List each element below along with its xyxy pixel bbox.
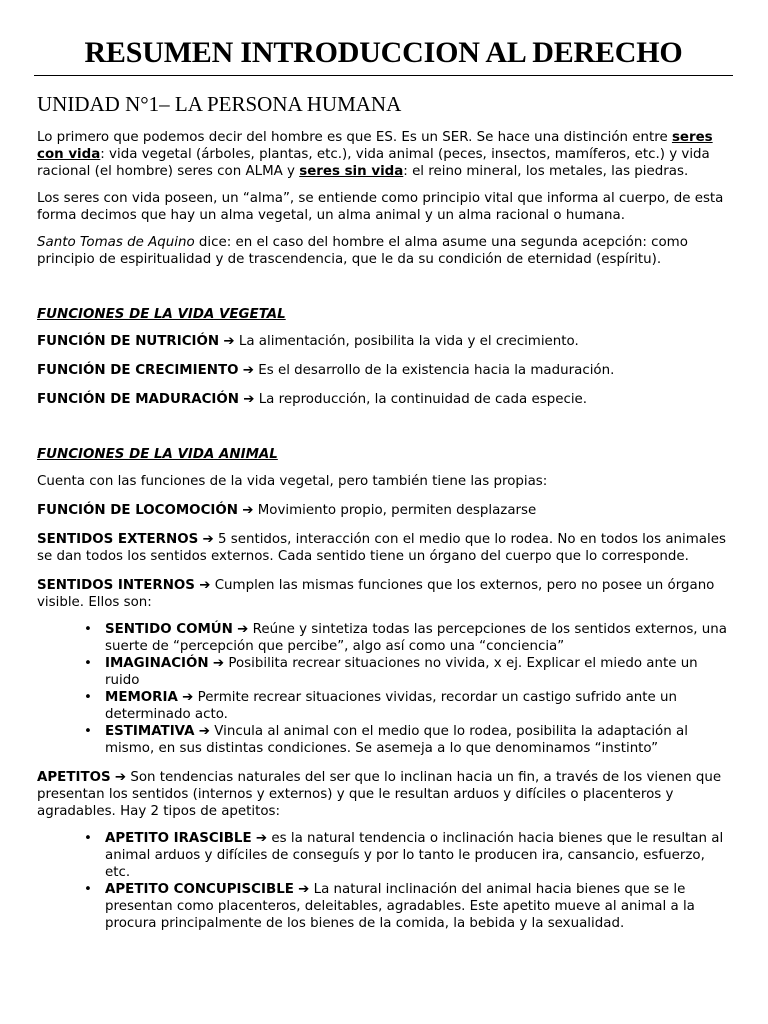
author-name: Santo Tomas de Aquino [37, 235, 195, 250]
term: APETITOS [37, 770, 111, 785]
sentidos-internos-item [37, 577, 730, 611]
text-run: : el reino mineral, los metales, las piedras. [403, 164, 689, 179]
seres-sin-vida-term: seres sin vida [299, 164, 404, 179]
bullet-icon: • [84, 656, 92, 671]
list-item [37, 655, 730, 689]
term: FUNCIÓN DE NUTRICIÓN [37, 334, 220, 349]
term: APETITO CONCUPISCIBLE [105, 882, 294, 897]
term: SENTIDOS EXTERNOS [37, 532, 199, 547]
intro-paragraph-2: Los seres con vida poseen, un “alma”, se entiende como principio vital que informa al cuerpo, de esta forma decimos que hay un alma vegetal, un alma animal y un alma racional o humana. [37, 191, 724, 223]
intro-paragraph-3 [37, 234, 730, 268]
definition: La reproducción, la continuidad de cada especie. [254, 392, 588, 407]
list-item [37, 621, 730, 655]
definition: Permite recrear situaciones vividas, recordar un castigo sufrido ante un determinado acto. [105, 690, 678, 722]
intro-paragraph-1 [37, 129, 730, 180]
definition: Posibilita recrear situaciones no vivida, x ej. Explicar el miedo ante un ruido [105, 656, 698, 688]
apetitos-list [37, 830, 730, 932]
apetitos-item [37, 769, 730, 820]
arrow-icon: ➔ [223, 334, 235, 349]
definition: La natural inclinación del animal hacia bienes que se le presentan como placenteros, deleitables, agradables. Este apetito mueve al animal a la procura principalmente de los bienes de la comida, la bebida y la sexualidad. [105, 882, 695, 931]
arrow-icon: ➔ [242, 503, 254, 518]
arrow-icon: ➔ [298, 882, 310, 897]
section-heading-animal: FUNCIONES DE LA VIDA ANIMAL [37, 447, 278, 462]
arrow-icon: ➔ [243, 392, 255, 407]
definition: Movimiento propio, permiten desplazarse [253, 503, 537, 518]
arrow-icon: ➔ [212, 656, 225, 671]
term: IMAGINACIÓN [105, 656, 209, 671]
seres-con-vida-term: seres con vida [37, 130, 713, 162]
term: FUNCIÓN DE CRECIMIENTO [37, 363, 239, 378]
definition: La alimentación, posibilita la vida y el crecimiento. [234, 334, 579, 349]
arrow-icon: ➔ [114, 770, 127, 785]
definition: Vincula al animal con el medio que lo rodea, posibilita la adaptación al mismo, en sus distintas condiciones. Se asemeja a lo que denominamos “instinto” [105, 724, 688, 756]
term: SENTIDOS INTERNOS [37, 578, 195, 593]
unit-title: UNIDAD N°1– LA PERSONA HUMANA [37, 92, 402, 116]
arrow-icon: ➔ [255, 831, 268, 846]
text-run: dice: en el caso del hombre el alma asume una segunda acepción: como principio de espiritualidad y de trascendencia, que le da su condición de eternidad (espíritu). [37, 235, 688, 267]
arrow-icon: ➔ [242, 363, 254, 378]
list-item [37, 723, 730, 757]
list-item [37, 830, 730, 881]
bullet-icon: • [84, 882, 92, 897]
arrow-icon: ➔ [237, 622, 249, 637]
vegetal-item [37, 391, 730, 408]
bullet-icon: • [84, 622, 92, 637]
definition: Son tendencias naturales del ser que lo inclinan hacia un fin, a través de los vienen que presentan los sentidos (internos y externos) y que le resultan arduos y difíciles o placenteros y agradables. Hay 2 tipos de apetitos: [37, 770, 722, 819]
definition: es la natural tendencia o inclinación hacia bienes que le resultan al animal arduos y difíciles de conseguís y por lo tanto le producen ira, cansancio, esfuerzo, etc. [105, 831, 724, 880]
arrow-icon: ➔ [182, 690, 194, 705]
term: ESTIMATIVA [105, 724, 195, 739]
sentidos-internos-list [37, 621, 730, 757]
term: FUNCIÓN DE LOCOMOCIÓN [37, 503, 238, 518]
term: SENTIDO COMÚN [105, 622, 233, 637]
arrow-icon: ➔ [199, 578, 211, 593]
text-run: : vida vegetal (árboles, plantas, etc.), vida animal (peces, insectos, mamíferos, etc.) y vida racional (el hombre) seres con ALMA y [37, 147, 710, 179]
arrow-icon: ➔ [198, 724, 210, 739]
bullet-icon: • [84, 724, 92, 739]
definition: Cumplen las mismas funciones que los externos, pero no posee un órgano visible. Ellos son: [37, 578, 715, 610]
bullet-icon: • [84, 690, 92, 705]
definition: Es el desarrollo de la existencia hacia la maduración. [254, 363, 615, 378]
definition: Reúne y sintetiza todas las percepciones de los sentidos externos, una suerte de “percepción que percibe”, algo así como una “conciencia” [105, 622, 727, 654]
list-item [37, 689, 730, 723]
bullet-icon: • [84, 831, 92, 846]
arrow-icon: ➔ [202, 532, 214, 547]
vegetal-item [37, 333, 730, 350]
title-divider [34, 75, 733, 76]
sentidos-externos-item [37, 531, 730, 565]
section-heading-vegetal: FUNCIONES DE LA VIDA VEGETAL [37, 307, 286, 322]
locomocion-item [37, 502, 730, 519]
term: FUNCIÓN DE MADURACIÓN [37, 392, 239, 407]
animal-intro: Cuenta con las funciones de la vida vegetal, pero también tiene las propias: [37, 474, 548, 489]
text-run: Lo primero que podemos decir del hombre es que ES. Es un SER. Se hace una distinción entre [37, 130, 672, 145]
list-item [37, 881, 730, 932]
term: MEMORIA [105, 690, 178, 705]
vegetal-item [37, 362, 730, 379]
document-title: RESUMEN INTRODUCCION AL DERECHO [84, 36, 683, 69]
definition: 5 sentidos, interacción con el medio que lo rodea. No en todos los animales se dan todos los sentidos externos. Cada sentido tiene un órgano del cuerpo que lo corresponde. [37, 532, 726, 564]
term: APETITO IRASCIBLE [105, 831, 252, 846]
